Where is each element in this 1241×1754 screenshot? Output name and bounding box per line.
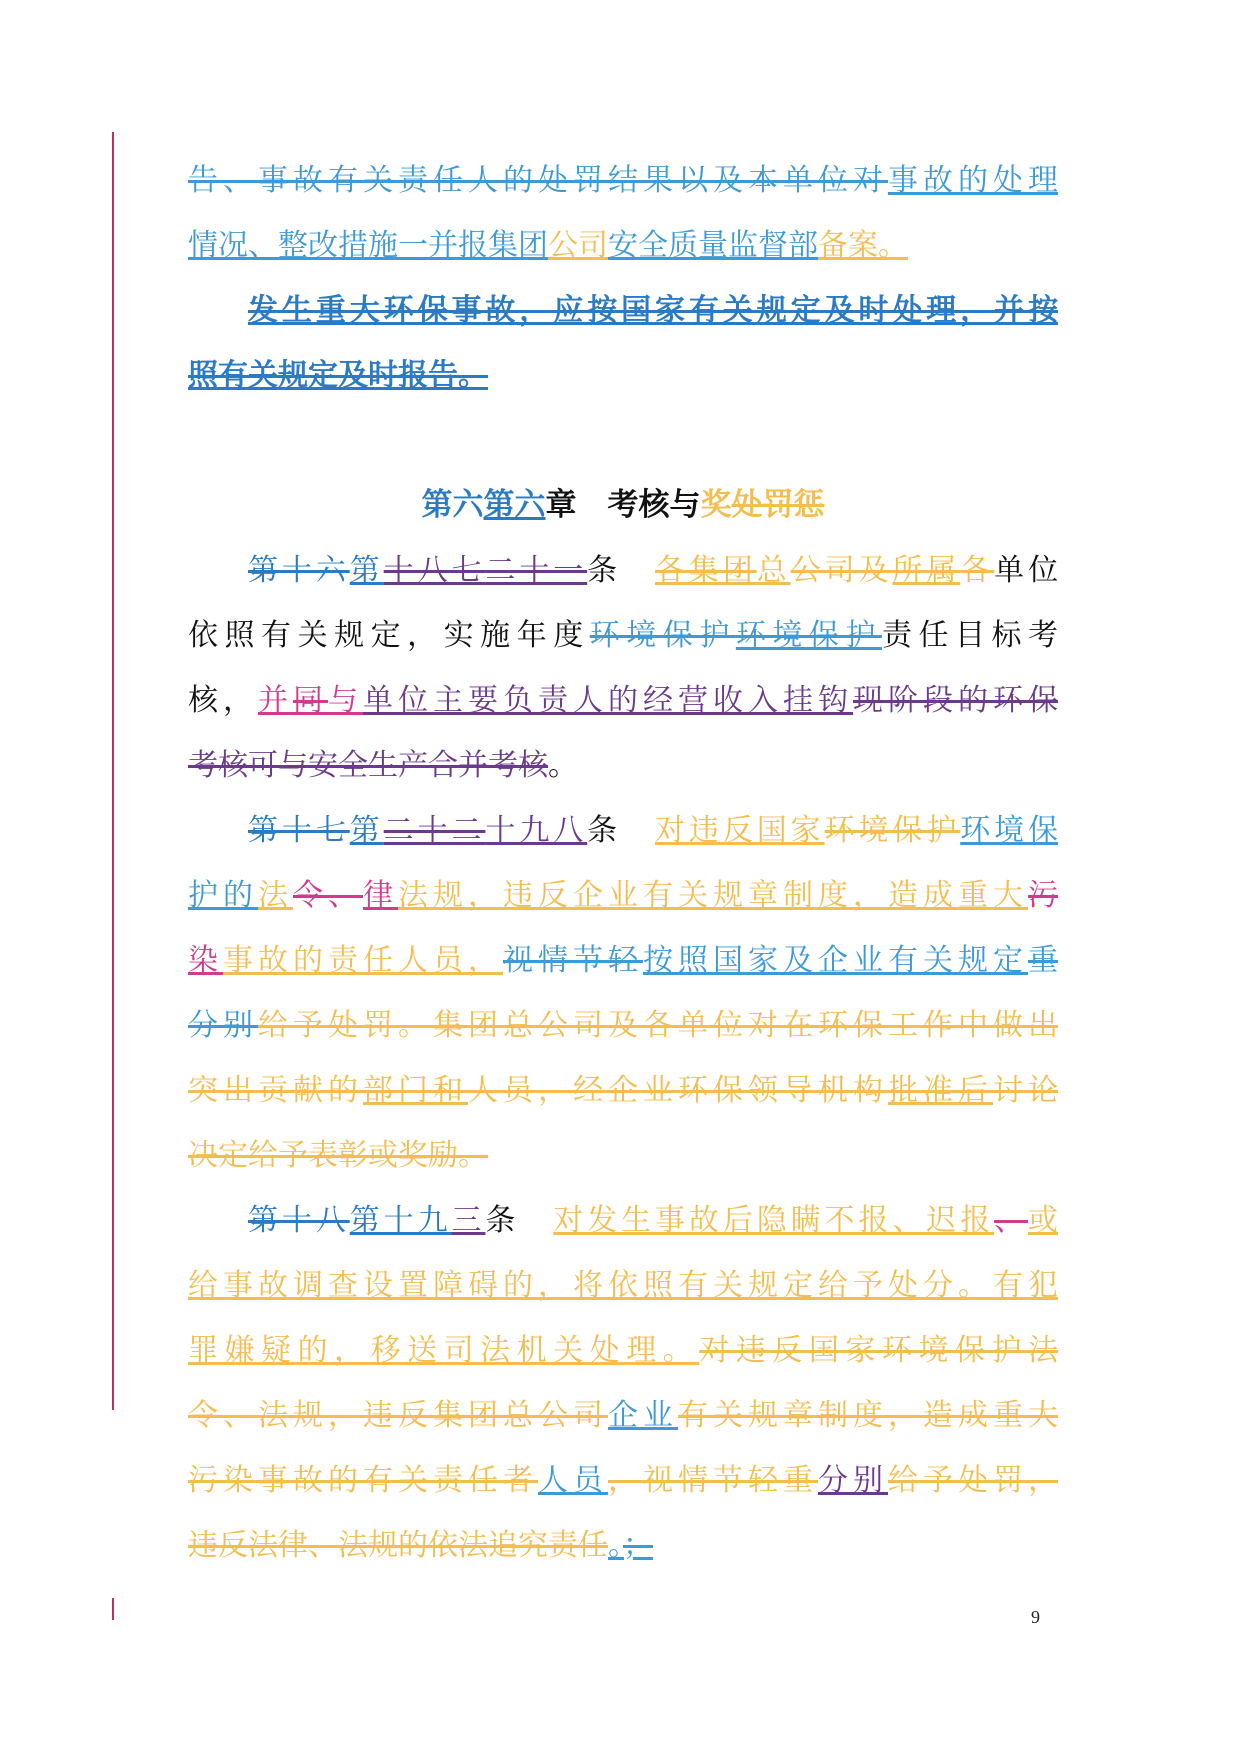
paragraph-line [188,1058,1058,1123]
text-run: 考核可与安全生产合并考核 [188,748,548,783]
text-run: 企业 [608,1398,678,1433]
text-run: 奖 [700,487,732,523]
text-run: 令、 [293,878,363,913]
text-run: 二十一 [485,553,588,588]
text-run: 条 [587,813,655,848]
paragraph-line [188,1448,1058,1513]
text-run: 决定给予表彰或奖励。 [188,1138,488,1173]
text-run: 。 [608,1528,623,1563]
text-run: 法规，违反企业有关规章制度，造成重大 [398,878,1028,913]
text-run: 发生重大环保事故，应按国家有关规定及时处理，并按 [248,293,1058,328]
text-run: 惩 [793,487,825,523]
text-run: 按照国家及企业有关规定 [643,943,1028,978]
text-run: 人员，经企业环保领导机构 [468,1073,888,1108]
text-run: 或 [1028,1203,1058,1238]
text-run: 事故的责任人员， [223,943,503,978]
text-run: 对发生事故后隐瞒不报、迟报 [553,1203,995,1238]
text-run: 分别 [188,1008,258,1043]
text-run: 突出贡献的 [188,1073,363,1108]
text-run: 同 [293,683,328,718]
text-run: 三 [451,1203,486,1238]
text-run: 处罚 [731,487,794,523]
text-run: 视情节轻 [503,943,643,978]
document-body [188,148,1058,1578]
paragraph-line [188,148,1058,213]
paragraph-line [188,343,1058,408]
text-run: 污 [1028,878,1058,913]
text-run: 各 [960,553,995,588]
text-run: 情况、整改措施一并报集团 [188,228,548,263]
text-run: 告、事故有关责任人的处罚结果以及本单位对 [188,163,888,198]
blank-line [188,408,1058,473]
text-run: 依照有关规定，实施年度 [188,618,590,653]
text-run: 污染事故的有关责任者 [188,1463,538,1498]
text-run: ，视情节轻重 [608,1463,818,1498]
text-run: 违反法律、法规的依法追究责任 [188,1528,608,1563]
text-run: 第十九 [349,1203,452,1238]
text-run: 并 [258,683,293,718]
text-run: 给事故调查设置障碍的，将依照有关规定给予处分。有犯 [188,1268,1058,1303]
text-run: 给予处罚。集团总公司及各单位对在环保工作中做出 [258,1008,1058,1043]
text-run: 重 [1028,943,1058,978]
text-run: 罪嫌疑的，移送司法机关处理。 [188,1333,700,1368]
text-run: 讨论 [993,1073,1058,1108]
text-run: 单位主要负责人的经营收入挂钩 [363,683,853,718]
paragraph-line [188,733,1058,798]
paragraph-line [188,993,1058,1058]
paragraph-line [188,278,1058,343]
text-run: 公司 [548,228,608,263]
paragraph-line [188,1513,1058,1578]
text-run: 、 [994,1203,1029,1238]
text-run: 照有关规定及时报告。 [188,358,488,393]
paragraph-line [188,863,1058,928]
text-run: 人员 [538,1463,608,1498]
text-run: 十九八 [485,813,588,848]
chapter-heading [188,473,1058,538]
text-run: 分别 [818,1463,888,1498]
text-run: 事故的处理 [888,163,1058,198]
text-run: 二十二 [383,813,486,848]
text-run: 。 [548,748,578,783]
text-run: 法 [258,878,293,913]
text-run: 环境保护 [824,813,961,848]
paragraph-line [188,1253,1058,1318]
paragraph-line [188,668,1058,733]
text-run: 令、法规，违反集团总公司 [188,1398,608,1433]
text-run: 第六 [421,487,484,523]
text-run: 部门和 [363,1073,468,1108]
text-run: 第十六 [248,553,350,588]
text-run: 护的 [188,878,258,913]
paragraph-line [188,1318,1058,1383]
page-number: 9 [1031,1607,1040,1627]
text-run: 各集团 [655,553,757,588]
text-run: 条 [485,1203,554,1238]
paragraph-line [188,603,1058,668]
text-run: 现阶段的环保 [853,683,1058,718]
paragraph-line [188,928,1058,993]
paragraph-line [188,213,1058,278]
text-run: 总 [756,553,791,588]
text-run: 条 [587,553,655,588]
text-run: 环境保护 [589,618,736,653]
text-run: 责任目标考 [881,618,1058,653]
text-run: 对违反国家 [655,813,825,848]
text-run: 公司及 [790,553,893,588]
text-run: 与 [328,683,363,718]
paragraph-line [188,1383,1058,1448]
text-run: 第六 [483,487,546,523]
text-run: 安全质量监督部 [608,228,818,263]
text-run: 给予处罚， [888,1463,1058,1498]
text-run: 批准后 [888,1073,993,1108]
text-run: 核， [188,683,258,718]
text-run: 备案。 [818,228,908,263]
text-run: 所属 [892,553,961,588]
text-run: 律 [363,878,398,913]
paragraph-line [188,1123,1058,1188]
revision-change-bar [112,132,114,1410]
article-line [188,1188,1058,1253]
article-line [188,538,1058,603]
article-line [188,798,1058,863]
text-run: 章 考核与 [545,487,701,523]
text-run: 染 [188,943,223,978]
text-run: 第十七 [248,813,350,848]
text-run: 单位 [994,553,1058,588]
text-run: 环境保护 [735,618,882,653]
text-run: 十八七 [383,553,486,588]
text-run: 第十八 [248,1203,350,1238]
text-run: 第 [349,553,384,588]
revision-change-bar-footer [112,1598,114,1620]
text-run: 环境保 [960,813,1058,848]
text-run: ； [623,1528,653,1563]
text-run: 有关规章制度，造成重大 [678,1398,1058,1433]
text-run: 对违反国家环境保护法 [699,1333,1058,1368]
text-run: 第 [349,813,384,848]
